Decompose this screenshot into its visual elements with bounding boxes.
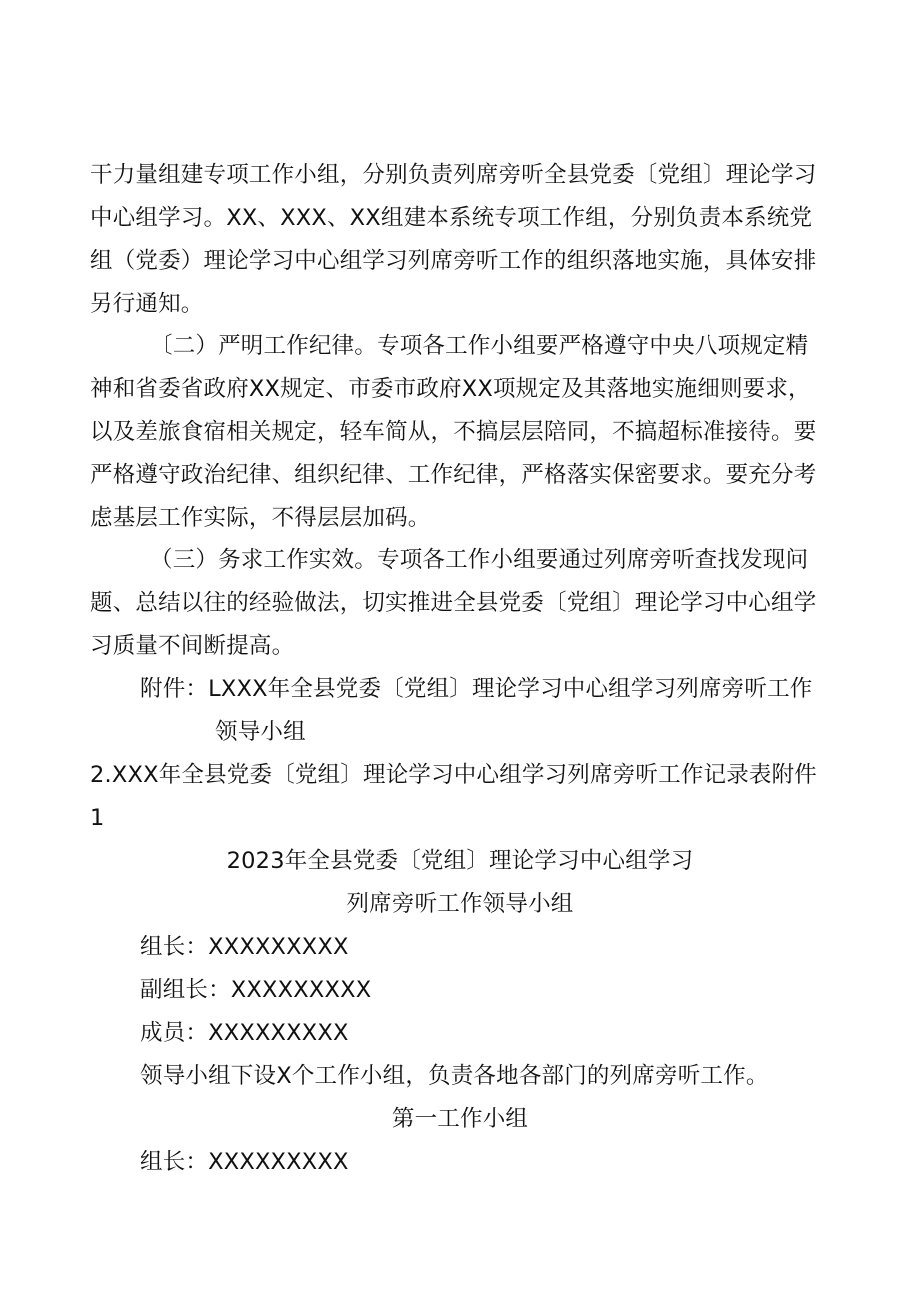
paragraph-line: 神和省委省政府XX规定、市委市政府XX项规定及其落地实施细则要求， <box>90 376 811 402</box>
attachment-line: 2.XXX年全县党委〔党组〕理论学习中心组学习列席旁听工作记录表附件 <box>90 762 818 788</box>
paragraph-line: 严格遵守政治纪律、组织纪律、工作纪律，严格落实保密要求。要充分考 <box>90 462 817 488</box>
paragraph-line: 题、总结以往的经验做法，切实推进全县党委〔党组〕理论学习中心组学 <box>90 590 817 616</box>
working-groups-note: 领导小组下设X个工作小组，负责各地各部门的列席旁听工作。 <box>140 1063 769 1089</box>
group-title: 第一工作小组 <box>391 1106 529 1132</box>
paragraph-line: 〔二）严明工作纪律。专项各工作小组要严格遵守中央八项规定精 <box>150 333 809 359</box>
paragraph-line: 中心组学习。XX、XXX、XX组建本系统专项工作组，分别负责本系统党 <box>90 205 813 231</box>
attachment-line: 附件：LXXX年全县党委〔党组〕理论学习中心组学习列席旁听工作 <box>140 676 813 702</box>
annex-title-line: 列席旁听工作领导小组 <box>346 891 574 917</box>
attachment-line: 1 <box>90 805 105 831</box>
paragraph-line: 习质量不间断提高。 <box>90 633 295 659</box>
leader-entry: 组长：XXXXXXXXX <box>140 934 349 960</box>
paragraph-line: （三）务求工作实效。专项各工作小组要通过列席旁听查找发现问 <box>150 547 809 573</box>
paragraph-line: 以及差旅食宿相关规定，轻车简从，不搞层层陪同，不搞超标准接待。要 <box>90 419 817 445</box>
annex-title-line: 2023年全县党委〔党组〕理论学习中心组学习 <box>226 848 694 874</box>
paragraph-line: 组（党委）理论学习中心组学习列席旁听工作的组织落地实施，具体安排 <box>90 248 817 274</box>
attachment-line: 领导小组 <box>215 719 306 745</box>
paragraph-line: 另行通知。 <box>90 291 204 317</box>
deputy-leader-entry: 副组长：XXXXXXXXX <box>140 977 372 1003</box>
members-entry: 成员：XXXXXXXXX <box>140 1020 349 1046</box>
paragraph-line: 干力量组建专项工作小组，分别负责列席旁听全县党委〔党组〕理论学习 <box>90 162 817 188</box>
paragraph-line: 虑基层工作实际，不得层层加码。 <box>90 505 431 531</box>
group-leader-entry: 组长：XXXXXXXXX <box>140 1149 349 1175</box>
